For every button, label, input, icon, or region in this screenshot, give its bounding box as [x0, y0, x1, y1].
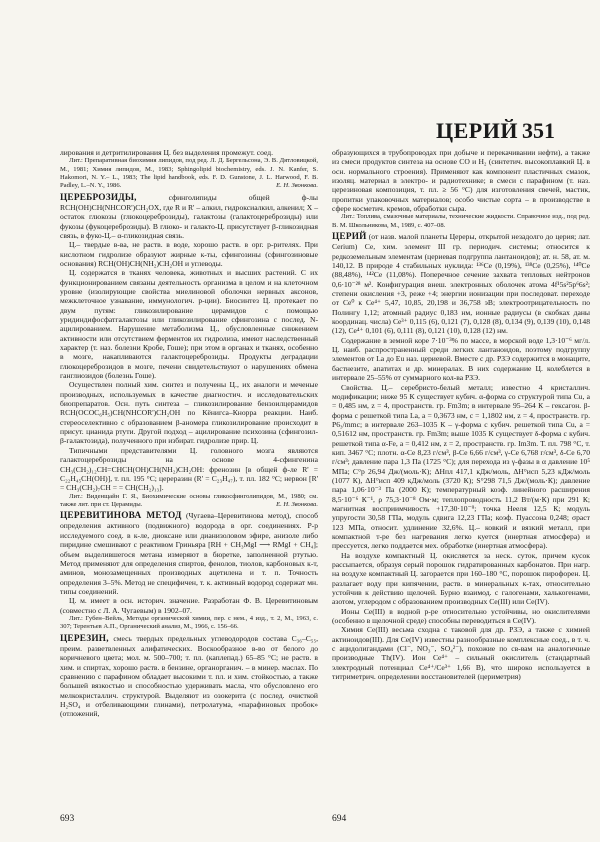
paragraph: На воздухе компактный Ц. окисляется за неск. суток, причем кусок рассыпается, образуя серый порошок гидратированных карбонатов. При нагр. на воздухе компактный Ц. загорается при 160–180 °C, порошок пирофорен. Ц. разлагает воду при кипячении, раств. в минеральных к-тах, относительно устойчив к действию щелочей. Бурно взаимод. с галогенами, халькогенами, азотом, углеродом с образованием производных Ce(III) или Ce(IV).	[332, 550, 590, 607]
encyclopedia-entry	[60, 634, 318, 719]
literature-text: Лит.: Губен–Вейль, Методы органической химии, пер. с нем., 4 изд., т. 2, М., 1963, с. 307; Терентьев А.П., Органический анализ, М., 1966, с. 156–66.	[60, 614, 318, 631]
paragraph: лирования и детритилирования Ц. без выделения промежут. соед.	[60, 148, 274, 157]
literature-reference	[60, 157, 318, 190]
literature-text: Лит.: Препаративная биохимия липидов, под ред. Л. Д. Бергельсона, Э. В. Дятловицкой, М., 1981; Химия липидов, М., 1983; Sphingolipid biochemistry, eds. J. N. Kanfer, S. Hakomori, N. Y.– L., 1983; The lipid handbook, eds. F. D. Gunstone, J. L. Harwood, F. B. Padley, L.–N. Y., 1986.	[60, 157, 318, 190]
right-column	[332, 148, 590, 682]
left-column	[60, 148, 318, 719]
author-signature: Е. Н. Звонкова.	[276, 500, 318, 508]
encyclopedia-entry	[60, 511, 318, 596]
entry-term: ЦЕРЕЗИН,	[60, 633, 109, 644]
encyclopedia-entry	[60, 193, 318, 241]
entry-term: ЦЕРИЙ	[332, 232, 367, 242]
entry-text: смесь твердых предельных углеводородов состава C₃₆–C₅₅, преим. разветвленных алифатических. Воскообразное в-во от белого до коричневого цвета; мол. м. 500–700; т. пл. (каплепад.) 65–85 °C; не раств. в хим. и спиртах, хорошо раств. в бензине, органорганич. – в минер. маслах. По сравнению с парафином обладает высокими т. пл. и хим. стойкостью, а также большей вязкостью и способностью удерживать масла, что обусловлено его мелкокристаллич. структурой. Выделяют из озокерита (с послед. очисткой H₂SO₄ и отбеливающими глинами), петролатума, «парафиновых пробок» (отложений,	[60, 633, 318, 719]
paragraph: Ц. м. имеет в осн. историч. значение. Разработан Ф. В. Церевитиновым (совместно с Л. А. Чугаевым) в 1902–07.	[60, 596, 318, 615]
paragraph: Осуществлен полный хим. синтез и получены Ц., их аналоги и меченые производных, используемых в качестве диагностич. и исследовательских биопрепаратов. Осн. путь синтеза – гликозилирование бензоилцерамидов RCH(OCOC₆H₅)CH(NHCOR')CH₂OH по Кёнигса–Кнорра реакции. Наиб. стереоселективно с образованием β-аномера гликозилирование происходит в присут. цианида ртути. Другой подход – ацилирование психозина (сфингозил-β-галактозида), полученного при избират. гидролизе прир. Ц.	[60, 380, 318, 446]
paragraph: Химия Ce(III) весьма сходна с таковой для др. РЗЭ, а также с химией актиноидов(III). Для Ce(IV) известны разнообразные комплексные соед., в т. ч. с ацидолигандами (Cl⁻, NO₃⁻, SO₄²⁻), похожие по св-вам на аналогичные производные Th(IV). Ион Ce⁴⁺ – сильный окислитель (стандартный электродный потенциал Ce⁴⁺/Ce³⁺ 1,66 В), что широко используется в титриметрич. определении восстановителей (цериметрия)	[332, 625, 590, 682]
literature-text: Лит.: Виденщайн Г. Я., Биохимические основы гликосфинголипидов, М., 1980; см. также лит. при ст. Церамиды.	[60, 492, 318, 508]
encyclopedia-entry	[332, 232, 590, 336]
footer-right-page: 694	[332, 814, 347, 824]
entry-text: (от назв. малой планеты Цереры, открытой незадолго до церия; лат. Cerium) Ce, хим. элемент III гр. периодич. системы; относится к редкоземельным элементам (цериевая подгруппа лантаноидов); ат. н. 58, ат. м. 140,12. В природе 4 стабильных нуклида: ¹³⁶Ce (0,19%), ¹³⁸Ce (0,25%), ¹⁴⁰Ce (88,48%), ¹⁴²Ce (11,08%). Поперечное сечение захвата тепловых нейтронов 0,6·10⁻²⁸ м². Конфигурация внеш. электронных оболочек атома 4f¹5s²5p⁶6s²; степени окисления +3, реже +4; энергии ионизации при последоват. переходе от Ce⁰ к Ce⁴⁺ 5,47, 10,85, 20,198 и 36,758 эВ; электроотрицательность по Полингу 1,12; атомный радиус 0,183 нм, ионные радиусы (в скобках даны координац. числа) Ce³⁺ 0,115 (6), 0,121 (7), 0,128 (8), 0,134 (9), 0,139 (10), 0,148 (12), Ce⁴⁺ 0,101 (6), 0,111 (8), 0,121 (10), 0,128 (12) нм.	[332, 232, 590, 336]
paragraph: Содержание в земной коре 7·10⁻³% по массе, в морской воде 1,3·10⁻⁶ мг/л. Ц. наиб. распространенный среди легких лантаноидов, поэтому подгруппу элементов от La до Eu наз. цериевой. Вместе с др. РЗЭ содержится в монаците, бастнезите, апатитах и др. минералах. В них содержание Ц. колеблется в интервале 25–55% от суммарного кол-ва РЗЭ.	[332, 335, 590, 383]
entry-term: ЦЕРЕВИТИНОВА МЕТОД	[60, 511, 182, 522]
literature-reference	[60, 615, 318, 632]
footer-left-page: 693	[60, 814, 75, 824]
literature-reference	[332, 213, 590, 230]
paragraph: Свойства. Ц.– серебристо-белый металл; известно 4 кристаллич. модификации; ниже 95 К существует кубич. α-форма со структурой типа Cu, a = 0,485 нм, z = 4, пространств. гр. Fm3m; в интервале 95–264 К – гексагон. β-форма с решеткой типа La, a = 0,3673 нм, c = 1,1802 нм, z = 4, пространств. гр. P6₃/mmc; в интервале 263–1035 К – γ-форма с кубич. решеткой типа Cu, a = 0,51612 нм, пространств. гр. Fm3m; выше 1035 К существует δ-форма с кубич. решеткой типа α-Fe, a = 0,412 нм, z = 2, пространств. гр. Im3m. Т. пл. 798 °C, т. кип. 3467 °C; плотн. α-Ce 8,23 г/см³, β-Ce 6,66 г/см³, γ-Ce 6,768 г/см³, δ-Ce 6,70 г/см³; давление пара 1,3 Па (1725 °C); для перехода из γ-фазы в α давление 10⁵ МПа; C°p 26,94 Дж/(моль·К); ΔHпл 417,1 кДж/моль, ΔH°исп 5,23 кДж/моль (1077 К), ΔH°исп 409 кДж/моль (3720 К); S°298 71,5 Дж/(моль·К); давление пара 1,06·10⁻³ Па (2000 К); температурный коэф. линейного расширения 8,5·10⁻⁶ К⁻¹, ρ 75,3·10⁻⁸ Ом·м; теплопроводность 11,2 Вт/(м·К) при 291 К; магнитная восприимчивость +17,30·10⁻⁹; точка Нееля 12,5 К; модуль упругости 30,58 ГПа, модуль сдвига 12,23 ГПа; коэф. Пуассона 0,248; σраст 123 МПа, относит. удлинение 32,6%. Ц.– ковкий и вязкий металл, при компактной т-ре без нагревания легко куется (инертная атмосфера) и прессуется, легко поддается мех. обработке (инертная атмосфера).	[332, 382, 590, 551]
paragraph: Ц. содержатся в тканях человека, животных и высших растений. С их функционированием связаны деятельность организма в целом и на клеточном уровне (изолирующие свойства миелиновой оболочки нервных аксонов, межклеточное узнавание, иммунологич. р-ции). Биосинтез Ц. протекает по двум путям: гликозилирование церамидов с помощью уридиндифосфатгалактозы или гликозилирование сфингозина с послед. N-ацилированием. Нарушение метаболизма Ц., обусловленные снижением активности или отсутствием ферментов их гидролиза, имеют наследственный характер (т. наз. болезни Кробе, Гоше); при этом в органах и тканях, особенно в мозге, накапливаются галактоцереброзиды. Продукты деградации глюкоцереброзидов в мозге, печени свидетельствуют о нарушениях обмена ганглиозидов (болезнь Гоше).	[60, 268, 318, 381]
running-head-title: ЦЕРИЙ	[436, 118, 518, 143]
paragraph: образующихся в трубопроводах при добыче и перекачивании нефти), а также из смеси продуктов синтеза на основе CO и H₂ (синтетич. высокоплавкий Ц. в осн. нормального строения). Применяют как компонент пластичных смазок, изоляц. материал в электро- и радиотехнике; в смеси с парафином (т. наз. церезиновая композиция, т. пл. ≥ 56 °C) для изготовления свечей, мастик, пропитки упаковочных материалов; особо чистые сорта – в производстве в сфере косметич. кремов, обработки сыра.	[332, 148, 590, 214]
page-number: 351	[522, 118, 555, 143]
paragraph: Типичными представителями Ц. головного мозга являются галактоцереброзиды на основе 4-сфингенина CH₃(CH₂)₁₂CH=CHCH(OH)CH(NH₂)CH₂OH: френозин [в общей ф-ле R' = C₂₂H₄₅CH(OH)], т. пл. 195 °C; цереразин (R' = C₂₃H₄₇), т. пл. 182 °C; нервон [R' = CH₃(CH₂)₇CH = = CH(CH₂)₁₃].	[60, 445, 318, 493]
literature-text: Лит.: Топлива, смазочные материалы, технические жидкости. Справочное изд., под ред. В. М. Школьникова, М., 1989, с. 407–08.	[332, 213, 590, 229]
literature-reference	[60, 493, 318, 510]
running-header	[0, 118, 600, 148]
paragraph: Ионы Ce(III) в водной р-ре относительно устойчивы, но окислителями (особенно в щелочной среде) способны переводиться в Ce(IV).	[332, 606, 590, 626]
entry-term: ЦЕРЕБРОЗИДЫ,	[60, 192, 137, 203]
paragraph: Ц.– твердые в-ва, не раств. в воде, хорошо раств. в орг. р-рителях. При кислотном гидролизе образуют жирные к-ты, сфингозины (сфингозиновые основания) RCH(OH)CH(NH₂)CH₂OH и углеводы.	[60, 240, 318, 268]
entry-text: сфинголипиды общей ф-лы RCH(OH)CH(NHCOR')CH₂OX, где R и R' – алкил, гидроксиалкил, алкенил; Х – остаток глюкозы (глюкоцереброзиды), галактозы (галактоцереброзиды) или фукозы (фукоцереброзиды). В глюко- и галакто-Ц. присутствует β-гликозидная связь, в фуко-Ц.– α-гликозидная связь.	[60, 192, 318, 240]
entry-text: (Чугаева–Церевитинова метод), способ определения активного (подвижного) водорода в орг. соединениях. Р-р исследуемого соед. в к-ле, диоксане или дианизоловом эфире, анизоле либо пиридине смешивают с реактивом Гриньяра [RH + CH₃MgI ⟶ RMgI + CH₄]; объем выделившегося метана измеряют в бюретке, заполненной ртутью. Метод применяют для определения спиртов, фенолов, тиолов, карбоновых к-т, аминов, монозамещенных производных ацетилена и т. п. Точность определения 3–5%. Метод не специфичен, т. к. активный водород содержат мн. типы соединений.	[60, 511, 318, 596]
author-signature: Е. Н. Звонкова.	[276, 182, 318, 190]
